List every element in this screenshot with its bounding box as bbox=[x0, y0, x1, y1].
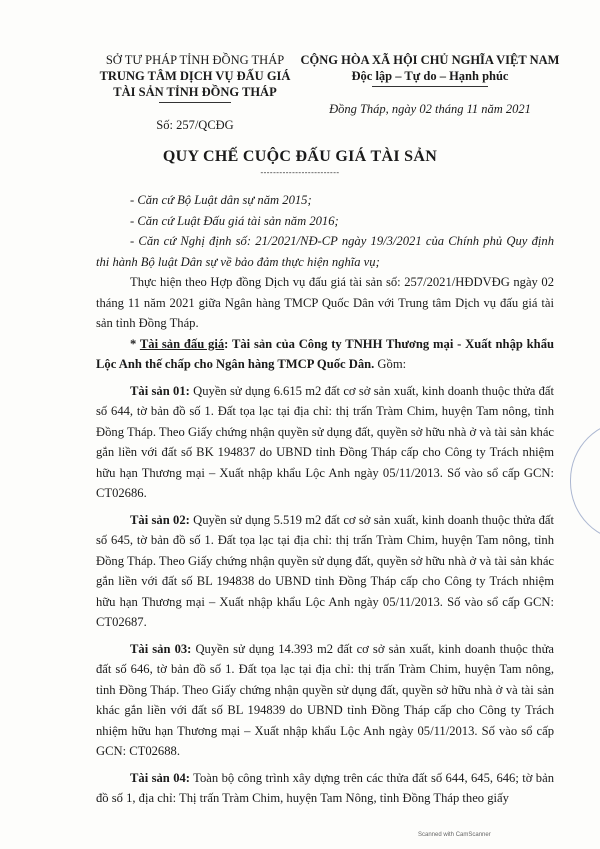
asset-paragraph bbox=[96, 639, 554, 762]
issuer-department: SỞ TƯ PHÁP TỈNH ĐỒNG THÁP bbox=[105, 53, 285, 67]
asset-paragraph bbox=[96, 510, 554, 633]
asset-text: Toàn bộ công trình xây dựng trên các thửa đất số 644, 645, 646; tờ bản đồ số 1, địa chỉ: Thị trấn Tràm Chim, huyện Tam Nông, tỉnh Đồng Tháp theo giấy bbox=[96, 770, 554, 805]
title-divider: ------------------------- bbox=[260, 168, 340, 177]
asset-text: Quyền sử dụng 6.615 m2 đất cơ sở sản xuất, kinh doanh thuộc thửa đất số 644, tờ bản đồ số 1. Đất tọa lạc tại địa chỉ: thị trấn Tràm Chim, huyện Tam nông, tỉnh Đồng Tháp. Theo Giấy chứng nhận quyền sử dụng đất, quyền sở hữu nhà ở và tài sản khác gắn liền với đất số BK 194837 do UBND tỉnh Đồng Tháp cấp cho Công ty Trách nhiệm hữu hạn Thương mại – Xuất nhập khẩu Lộc Anh ngày 05/11/2013. Số vào sổ cấp GCN: CT02686. bbox=[96, 383, 555, 500]
citation-line: - Căn cứ Bộ Luật dân sự năm 2015; bbox=[130, 193, 312, 207]
issuer-underline bbox=[159, 102, 231, 103]
motto-underline bbox=[372, 86, 488, 87]
asset-intro-tail: Gồm: bbox=[374, 357, 407, 371]
asset-paragraph bbox=[96, 768, 554, 809]
document-body bbox=[96, 190, 554, 809]
issuer-center-line1: TRUNG TÂM DỊCH VỤ ĐẤU GIÁ bbox=[99, 69, 291, 83]
document-title: QUY CHẾ CUỘC ĐẤU GIÁ TÀI SẢN bbox=[162, 148, 438, 165]
scanner-watermark: Scanned with CamScanner bbox=[418, 832, 491, 838]
citation-line: - Căn cứ Luật Đấu giá tài sản năm 2016; bbox=[130, 213, 339, 228]
document-date: Đồng Tháp, ngày 02 tháng 11 năm 2021 bbox=[329, 102, 531, 116]
asset-text: Quyền sử dụng 5.519 m2 đất cơ sở sản xuất, kinh doanh thuộc thửa đất số 645, tờ bản đồ số 1. Đất tọa lạc tại địa chỉ: thị trấn Tràm Chim, huyện Tam nông, tỉnh Đồng Tháp. Theo Giấy chứng nhận quyền sử dụng đất, quyền sở hữu nhà ở và tài sản khác gắn liền với đất số BL 194838 do UBND tỉnh Đồng Tháp cấp cho Công ty Trách nhiệm hữu hạn Thương mại – Xuất nhập khẩu Lộc Anh ngày 05/11/2013. Số vào sổ cấp GCN: CT02687. bbox=[96, 512, 555, 629]
asset-text: Quyền sử dụng 14.393 m2 đất cơ sở sản xuất, kinh doanh thuộc thửa đất số 646, tờ bản đồ số 1. Đất tọa lạc tại địa chỉ: thị trấn Tràm Chim, huyện Tam nông, tỉnh Đồng Tháp. Theo Giấy chứng nhận quyền sử dụng đất, quyền sở hữu nhà ở và tài sản khác gắn liền với đất số BL 194839 do UBND tỉnh Đồng Tháp cấp cho Công ty Trách nhiệm hữu hạn Thương mại – Xuất nhập khẩu Lộc Anh ngày 05/11/2013. Số vào sổ cấp GCN: CT02688. bbox=[96, 641, 555, 758]
asset-intro-colon: : bbox=[224, 336, 232, 351]
asset-paragraph bbox=[96, 381, 554, 504]
asset-intro-bullet: * bbox=[130, 336, 140, 351]
seal-stamp-partial bbox=[570, 420, 600, 542]
asset-label: Tài sản 02: bbox=[130, 512, 190, 527]
national-motto: Độc lập – Tự do – Hạnh phúc bbox=[351, 69, 509, 83]
citation-line: - Căn cứ Nghị định số: 21/2021/NĐ-CP ngày 19/3/2021 của Chính phủ Quy định thi hành Bộ luật Dân sự về bảo đảm thực hiện nghĩa vụ; bbox=[96, 234, 554, 269]
contract-paragraph: Thực hiện theo Hợp đồng Dịch vụ đấu giá tài sản số: 257/2021/HĐDVĐG ngày 02 tháng 11 năm 2021 giữa Ngân hàng TMCP Quốc Dân với Trung tâm Dịch vụ đấu giá tài sản tỉnh Đồng Tháp. bbox=[96, 275, 554, 330]
asset-label: Tài sản 01: bbox=[130, 383, 190, 398]
asset-intro-owner: Tài sản của Công ty TNHH Thương mại - Xuất nhập khẩu Lộc Anh thế chấp cho Ngân hàng TMCP Quốc Dân. bbox=[96, 336, 554, 371]
asset-intro-label: Tài sản đấu giá bbox=[139, 336, 225, 351]
issuer-block bbox=[95, 52, 295, 133]
asset-label: Tài sản 03: bbox=[130, 641, 192, 656]
issuer-center-line2: TÀI SẢN TỈNH ĐỒNG THÁP bbox=[113, 85, 277, 99]
asset-intro bbox=[96, 334, 554, 375]
nation-name: CỘNG HÒA XÃ HỘI CHỦ NGHĨA VIỆT NAM bbox=[300, 53, 560, 67]
national-header bbox=[300, 52, 560, 117]
document-number: Số: 257/QCĐG bbox=[156, 118, 234, 132]
asset-label: Tài sản 04: bbox=[130, 770, 190, 785]
